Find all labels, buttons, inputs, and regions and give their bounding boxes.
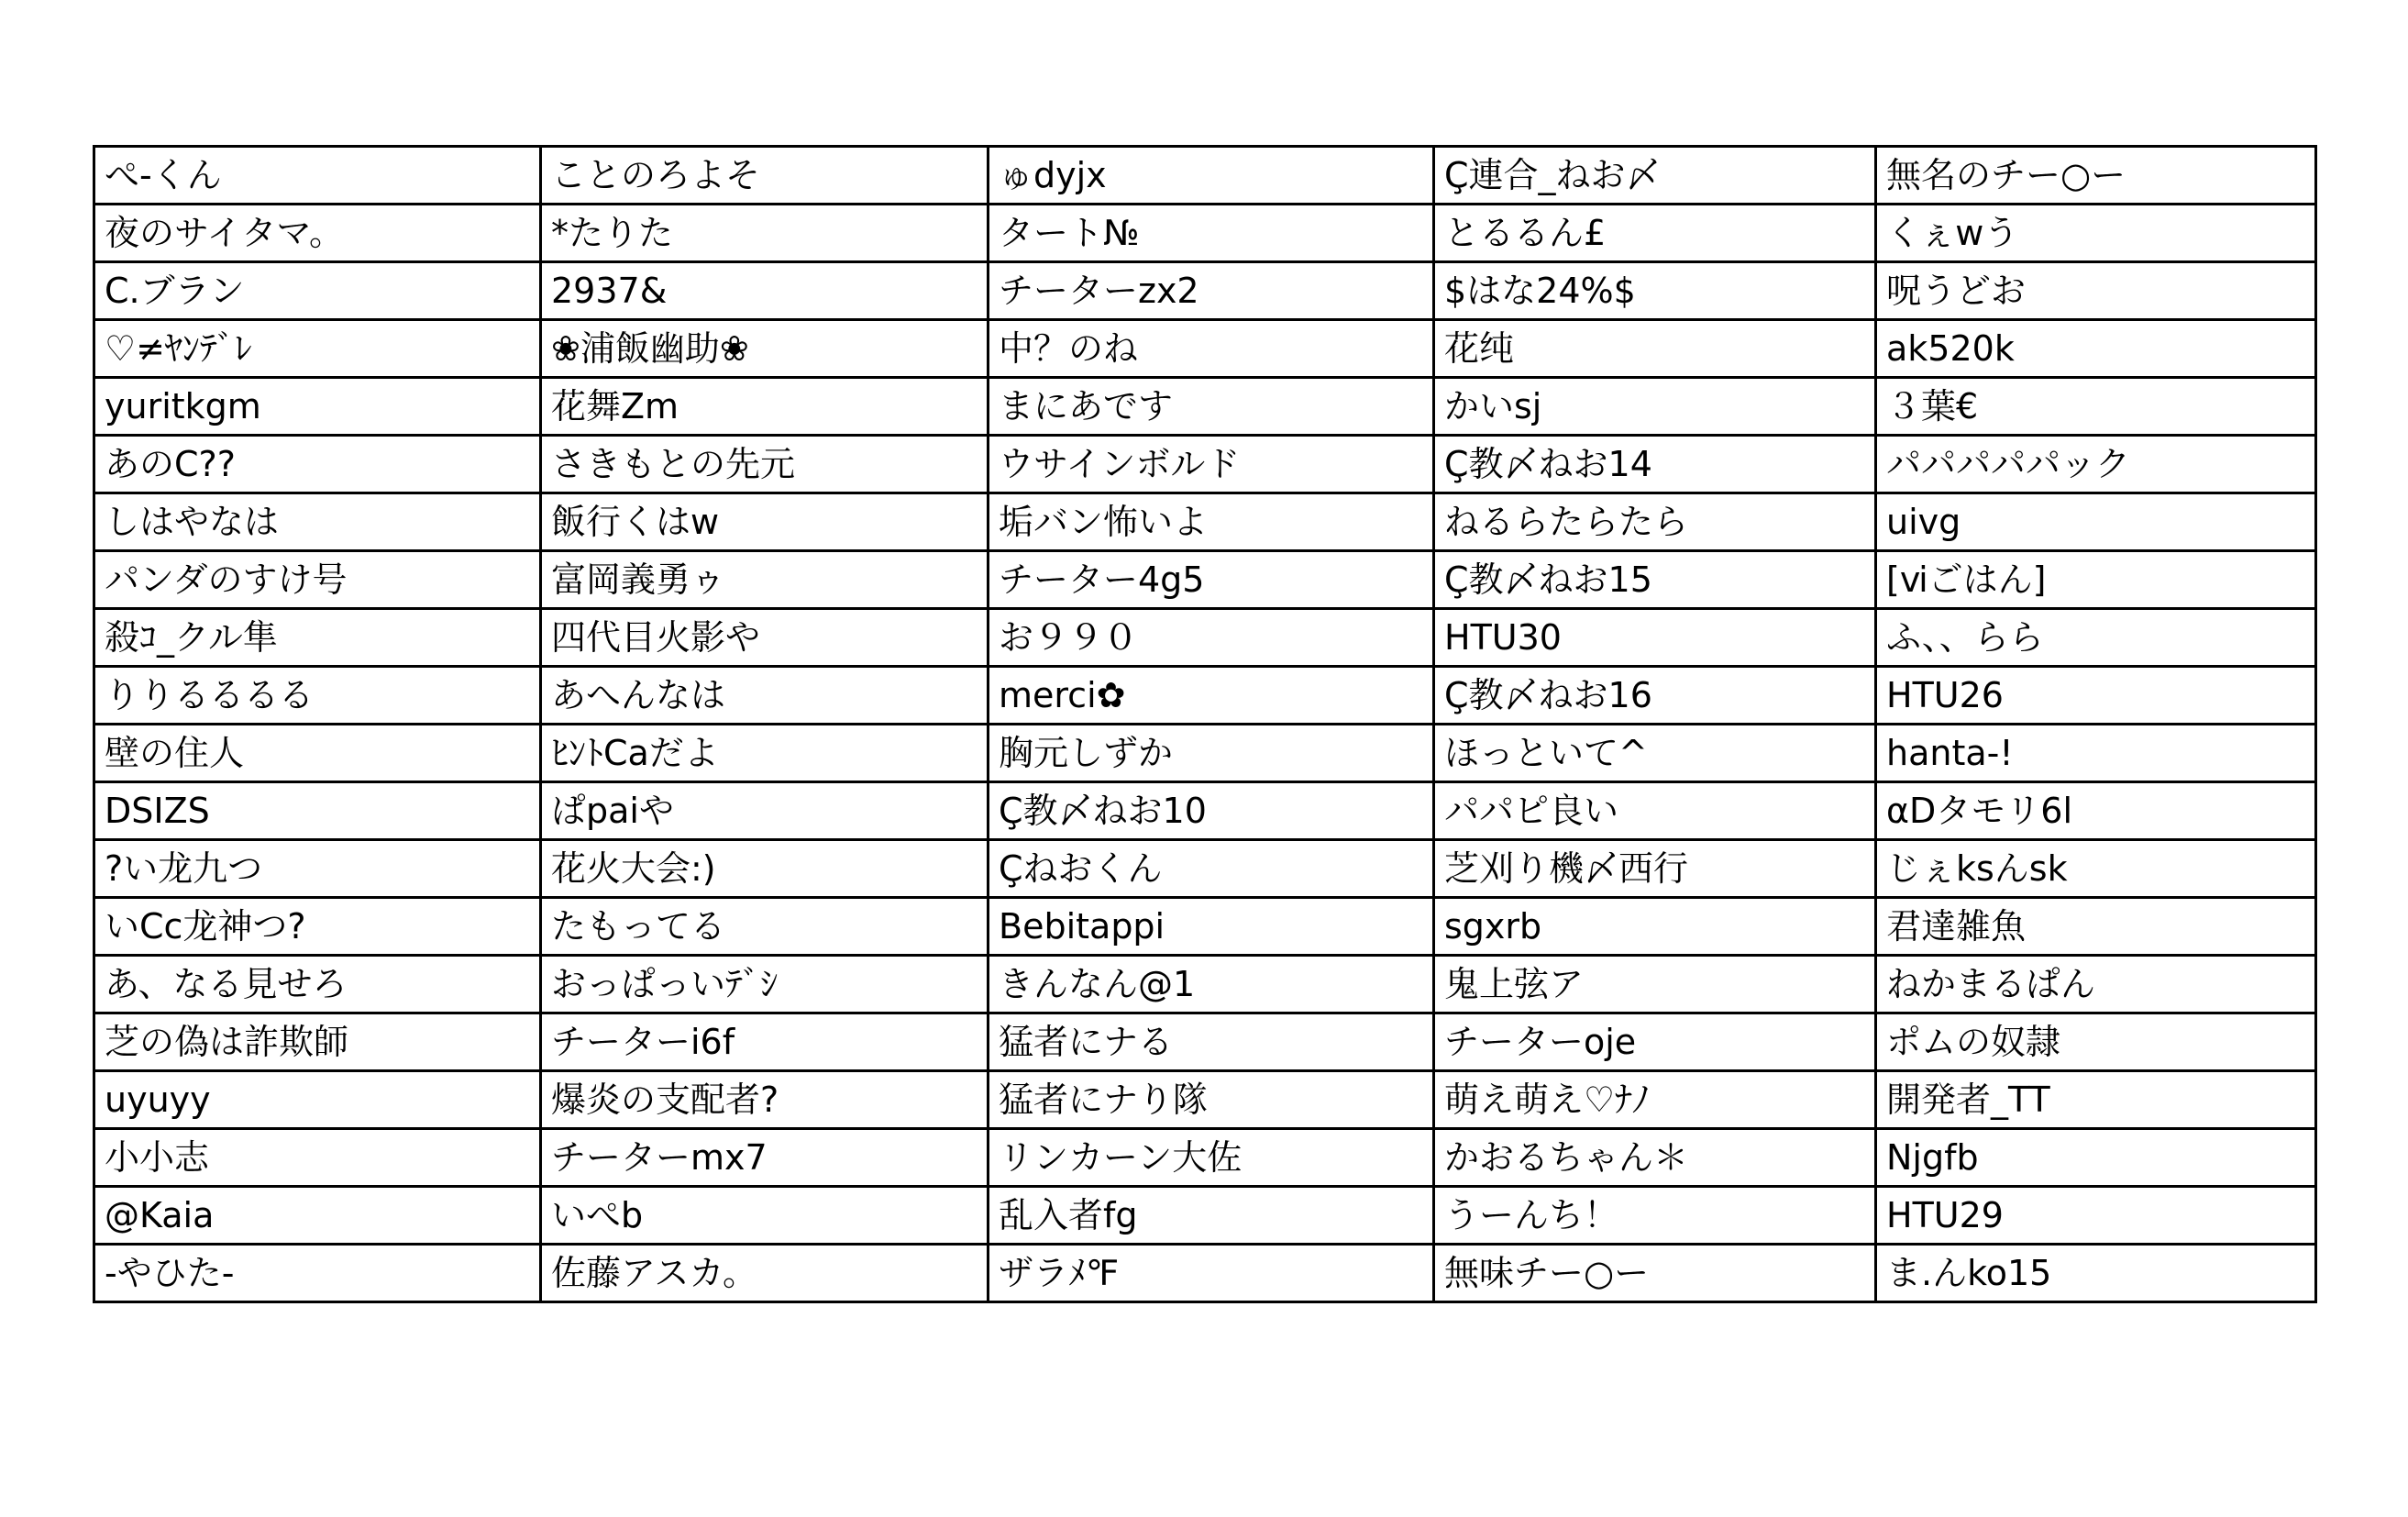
table-cell: ?い龙九つ [94,840,541,898]
name-table-body [94,147,2316,1302]
table-cell: しはやなは [94,493,541,551]
table-cell: 乱入者fg [989,1187,1434,1245]
table-cell: 猛者にナる [989,1013,1434,1071]
table-row [94,1187,2316,1245]
table-cell: お９９０ [989,609,1434,667]
table-cell: hanta-! [1876,725,2316,782]
table-cell: パパパパパック [1876,436,2316,493]
table-cell: yuritkgm [94,378,541,436]
table-row [94,956,2316,1013]
table-cell: merci✿ [989,667,1434,725]
table-cell: Bebitappi [989,898,1434,956]
table-cell: Njgfb [1876,1129,2316,1187]
table-row [94,551,2316,609]
table-cell: ポムの奴隷 [1876,1013,2316,1071]
table-cell: C.ブラン [94,262,541,320]
table-cell: パンダのすけ号 [94,551,541,609]
table-cell: 佐藤アスカ。 [541,1245,989,1302]
table-cell: とるるん£ [1434,205,1876,262]
table-cell: 開発者_TT [1876,1071,2316,1129]
table-cell: あのC?? [94,436,541,493]
table-cell: リンカーン大佐 [989,1129,1434,1187]
table-cell: たもってる [541,898,989,956]
table-cell: ak520k [1876,320,2316,378]
table-cell: $はな24%$ [1434,262,1876,320]
table-cell: さきもとの先元 [541,436,989,493]
table-row [94,1071,2316,1129]
table-cell: 猛者にナり隊 [989,1071,1434,1129]
table-row [94,436,2316,493]
table-row [94,320,2316,378]
table-cell: -やひた- [94,1245,541,1302]
table-cell: Ç連合_ねお〆 [1434,147,1876,205]
table-cell: Ç教〆ねお16 [1434,667,1876,725]
table-cell: uivg [1876,493,2316,551]
table-row [94,667,2316,725]
table-cell: ﾋﾝﾄCaだよ [541,725,989,782]
table-cell: 小小志 [94,1129,541,1187]
table-cell: @Kaia [94,1187,541,1245]
table-cell: ねるらたらたら [1434,493,1876,551]
table-cell: 殺ｺ_クル隼 [94,609,541,667]
table-cell: あへんなは [541,667,989,725]
table-cell: Çねおくん [989,840,1434,898]
table-cell: ふ、、らら [1876,609,2316,667]
table-cell: αDタモリ6l [1876,782,2316,840]
table-cell: 無味チー○ー [1434,1245,1876,1302]
table-cell: *たりた [541,205,989,262]
table-cell: 芝刈り機〆西行 [1434,840,1876,898]
table-cell: チーターoje [1434,1013,1876,1071]
table-cell: 花火大会:) [541,840,989,898]
table-cell: 萌え萌え♡ﾅﾉ [1434,1071,1876,1129]
table-cell: タート№ [989,205,1434,262]
table-row [94,205,2316,262]
table-cell: 夜のサイタマ。 [94,205,541,262]
table-cell: パパピ良い [1434,782,1876,840]
table-row [94,898,2316,956]
table-cell: ねかまるぱん [1876,956,2316,1013]
table-cell: ウサインボルド [989,436,1434,493]
table-row [94,609,2316,667]
table-cell: HTU30 [1434,609,1876,667]
table-row [94,840,2316,898]
table-cell: 呪うどお [1876,262,2316,320]
table-cell: 花舞Zm [541,378,989,436]
table-cell: 飯行くはw [541,493,989,551]
table-row [94,1245,2316,1302]
table-cell: ことのろよそ [541,147,989,205]
table-cell: 壁の住人 [94,725,541,782]
table-cell: 鬼上弦ア [1434,956,1876,1013]
table-row [94,782,2316,840]
table-cell: [ⅵごはん] [1876,551,2316,609]
table-cell: いぺb [541,1187,989,1245]
table-cell: Ç教〆ねお14 [1434,436,1876,493]
table-cell: HTU29 [1876,1187,2316,1245]
table-cell: 君達雑魚 [1876,898,2316,956]
table-row [94,725,2316,782]
table-cell: チーター4g5 [989,551,1434,609]
table-cell: 花纯 [1434,320,1876,378]
table-row [94,1013,2316,1071]
table-cell: ❀浦飯幽助❀ [541,320,989,378]
table-cell: ゅdyjx [989,147,1434,205]
table-row [94,493,2316,551]
table-cell: まにあです [989,378,1434,436]
table-cell: ほっといて^ [1434,725,1876,782]
table-cell: あ、なる見せろ [94,956,541,1013]
table-cell: 芝の偽は詐欺師 [94,1013,541,1071]
table-cell: 無名のチー○ー [1876,147,2316,205]
table-row [94,1129,2316,1187]
table-row [94,378,2316,436]
table-cell: Ç教〆ねお10 [989,782,1434,840]
table-cell: チーターmx7 [541,1129,989,1187]
table-cell: DSIZS [94,782,541,840]
table-cell: 爆炎の支配者? [541,1071,989,1129]
name-table [93,145,2317,1303]
table-cell: ぱpaiや [541,782,989,840]
table-cell: 四代目火影や [541,609,989,667]
table-row [94,147,2316,205]
table-cell: ３葉€ [1876,378,2316,436]
table-cell: ま.んko15 [1876,1245,2316,1302]
table-cell: ♡≠ﾔﾝﾃﾞﾚ [94,320,541,378]
table-cell: HTU26 [1876,667,2316,725]
table-cell: うーんち！ [1434,1187,1876,1245]
table-cell: Ç教〆ねお15 [1434,551,1876,609]
table-cell: ザラﾒ℉ [989,1245,1434,1302]
table-cell: おっぱっいﾃﾞｼ [541,956,989,1013]
table-cell: きんなん@1 [989,956,1434,1013]
table-cell: じぇksんsk [1876,840,2316,898]
table-cell: かいsj [1434,378,1876,436]
table-row [94,262,2316,320]
table-cell: 2937& [541,262,989,320]
table-cell: 胸元しずか [989,725,1434,782]
table-cell: いCc龙神つ? [94,898,541,956]
table-cell: 富岡義勇ゥ [541,551,989,609]
table-cell: くぇwう [1876,205,2316,262]
table-cell: uyuyy [94,1071,541,1129]
table-cell: 中？のね [989,320,1434,378]
table-cell: チーターi6f [541,1013,989,1071]
table-cell: sgxrb [1434,898,1876,956]
table-cell: かおるちゃん＊ [1434,1129,1876,1187]
table-cell: チーターzx2 [989,262,1434,320]
table-cell: りりるるるる [94,667,541,725]
table-cell: 垢バン怖いよ [989,493,1434,551]
table-cell: ぺ-くん [94,147,541,205]
